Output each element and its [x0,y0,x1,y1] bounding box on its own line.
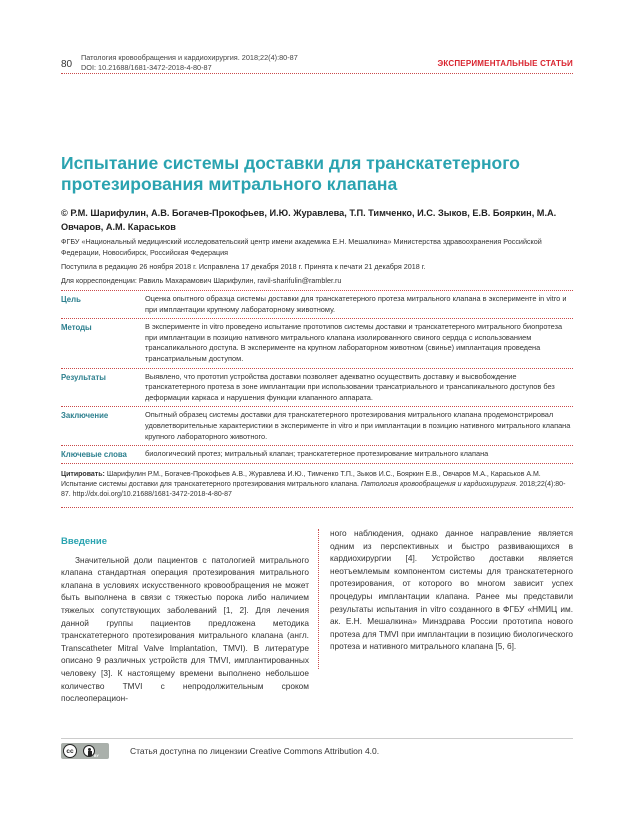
cc-by-license-badge[interactable] [61,743,109,759]
by-label: BY [94,754,99,758]
body-column-left [61,536,309,705]
journal-info [81,53,298,73]
abstract-text: В эксперименте in vitro проведено испытание прототипов системы доставки и транскатетерного митрального биопротеза при имплантации в позицию нативного митрального клапана изолированного свиного сердца с использованием трансапикального доступа. В эксперименте на крупном лабораторном животном (свинье) имплантация проведена трансатриальным доступом. [145,322,563,363]
header-divider [61,73,573,74]
citation-divider [61,507,573,508]
citation-ref[interactable]: 2018;22(4):80-87. http://dx.doi.org/10.21688/1681-3472-2018-4-80-87 [61,481,566,498]
abstract-row-aim [61,290,573,319]
abstract-label: Заключение [61,411,109,421]
abstract-text: биологический протез; митральный клапан; транскатетерное протезирование митрального клапана [145,449,489,459]
journal-doi[interactable]: DOI: 10.21688/1681-3472-2018-4-80-87 [81,63,212,72]
citation-journal: Патология кровообращения и кардиохирургия. [360,481,518,488]
abstract-row-methods [61,319,573,368]
page-number: 80 [61,59,73,70]
citation-label: Цитировать: [61,471,105,478]
body-column-right [330,527,573,653]
affiliation: ФГБУ «Национальный медицинский исследовательский центр имени академика Е.Н. Мешалкина» Министерства здравоохранения Российской Федерации, Новосибирск, Российская Федерация [61,237,542,257]
license-text: Статья доступна по лицензии Creative Commons Attribution 4.0. [130,746,380,756]
cc-icon: cc [63,744,77,758]
abstract-label: Методы [61,323,92,333]
abstract-label: Ключевые слова [61,450,127,460]
citation-block [61,470,573,500]
intro-paragraph-continued: ного наблюдения, однако данное направление является одним из перспективных и быстро развивающихся в кардиохирургии [4]. Устройство доставки является неотъемлемым компонентом системы для транскатетерного протезирования, от которого во многом зависит успех процедуры имплантации клапана. Ранее мы представили результаты испытания in vitro созданного в ФГБУ «НМИЦ им. ак. Е.Н. Мешалкина» Минздрава России прототипа нового протеза для TMVI при имплантации в позицию биологического протеза и нативного митрального клапана [5, 6]. [330,528,573,652]
section-label: ЭКСПЕРИМЕНТАЛЬНЫЕ СТАТЬИ [437,59,573,68]
abstract-text: Опытный образец системы доставки для транскатетерного протезирования митрального клапана продемонстрировал удовлетворительные характеристики в эксперименте in vitro и при имплантации в позицию нативного митрального клапана крупного лабораторного животного. [145,410,571,441]
intro-paragraph: Значительной доли пациентов с патологией митрального клапана стандартная операция протезирования митрального клапана в условиях искусственного кровообращения не может быть выполнена в связи с тяжестью порока либо наличием тяжелых сопутствующих заболеваний [1, 2]. Для лечения данной группы пациентов предложена методика транскатетерного протезирования митрального клапана (англ. Transcatheter Mitral Valve Implantation, TMVI). В литературе описано 9 различных устройств для TMVI, имплантированных человеку [3]. К настоящему времени выполнено небольшое количество TMVI с непродолжительным сроком послеоперацион- [61,554,309,704]
correspondence: Для корреспонденции: Равиль Махарамович Шарифулин, ravil-sharifulin@rambler.ru [61,276,342,285]
intro-heading: Введение [61,536,108,547]
author-list: © Р.М. Шарифулин, А.В. Богачев-Прокофьев, И.Ю. Журавлева, Т.П. Тимченко, И.С. Зыков, Е.В. Бояркин, М.А. Овчаров, А.М. Караськов [61,208,557,232]
abstract-label: Цель [61,295,81,304]
abstract-text: Оценка опытного образца системы доставки для транскатетерного протеза митрального клапана в эксперименте in vitro и при имплантации крупному лабораторному животному. [145,294,567,314]
abstract-text: Выявлено, что прототип устройства доставки позволяет адекватно осуществить доставку и высвобождение транскатетерного протеза в зоне имплантации при использовании трансатриального и трансапикального доступов без деформации каркаса и нарушения функции клапанного аппарата. [145,371,555,402]
journal-citation: Патология кровообращения и кардиохирургия. 2018;22(4):80-87 [81,53,298,62]
article-title: Испытание системы доставки для транскатетерного протезирования митрального клапана [61,153,520,194]
abstract-row-conclusion [61,407,573,446]
abstract-row-keywords [61,446,573,464]
abstract-row-results [61,369,573,408]
citation-text: Шарифулин Р.М., Богачев-Прокофьев А.В., Журавлева И.Ю., Тимченко Т.П., Зыков И.С., Бояркин Е.В., Овчаров М.А., Караськов А.М. Испытание системы доставки для транскатетерного протезирования митрального клапана. [61,471,541,488]
footer-divider [61,738,573,739]
received-dates: Поступила в редакцию 26 ноября 2018 г. Исправлена 17 декабря 2018 г. Принята к печати 21 декабря 2018 г. [61,262,426,271]
structured-abstract [61,290,573,464]
abstract-label: Результаты [61,372,106,382]
column-divider [318,529,319,669]
page-header [61,53,573,79]
